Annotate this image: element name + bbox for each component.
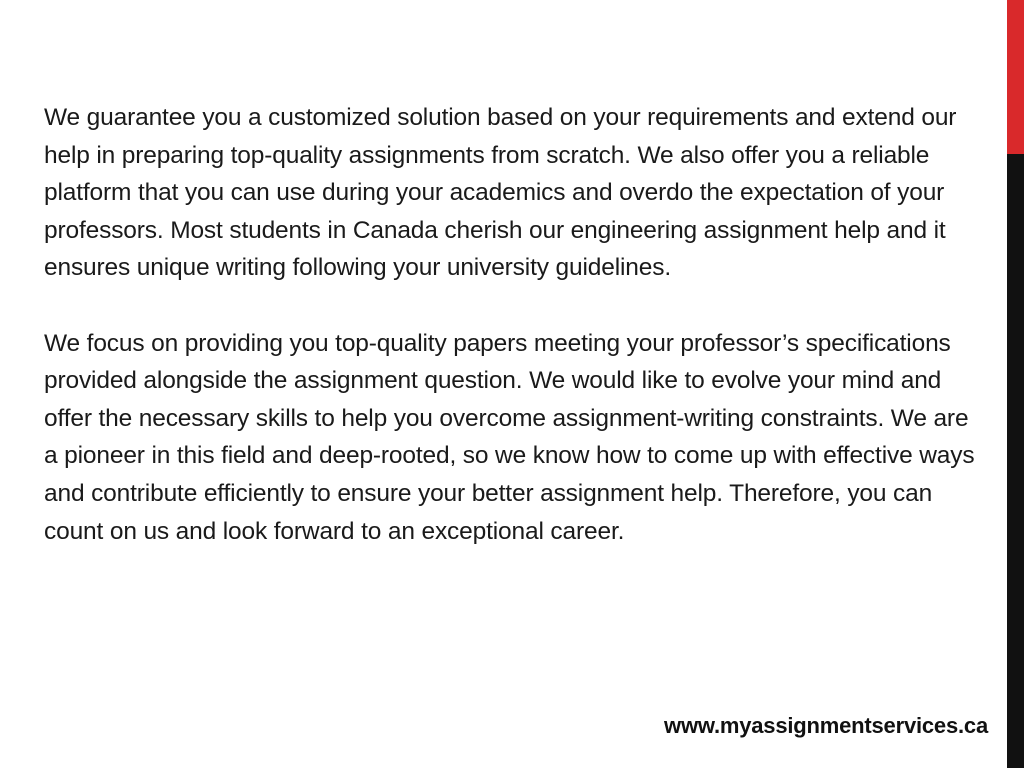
paragraph-2: We focus on providing you top-quality papers meeting your professor’s specifications provided alongside the assignment question. We would like to evolve your mind and offer the necessary skills to help you overcome assignment-writing constraints. We are a pioneer in this field and deep-rooted, so we know how to come up with effective ways and contribute efficiently to ensure your better assignment help. Therefore, you can count on us and look forward to an exceptional career. <box>44 329 975 545</box>
accent-bar <box>1007 0 1024 768</box>
footer-url: www.myassignmentservices.ca <box>664 713 988 738</box>
accent-bar-black-segment <box>1007 154 1024 768</box>
body-text <box>44 99 988 550</box>
accent-bar-red-segment <box>1007 0 1024 154</box>
paragraph-1: We guarantee you a customized solution based on your requirements and extend our help in preparing top-quality assignments from scratch. We also offer you a reliable platform that you can use during your academics and overdo the expectation of your professors. Most students in Canada cherish our engineering assignment help and it ensures unique writing following your university guidelines. <box>44 104 957 282</box>
